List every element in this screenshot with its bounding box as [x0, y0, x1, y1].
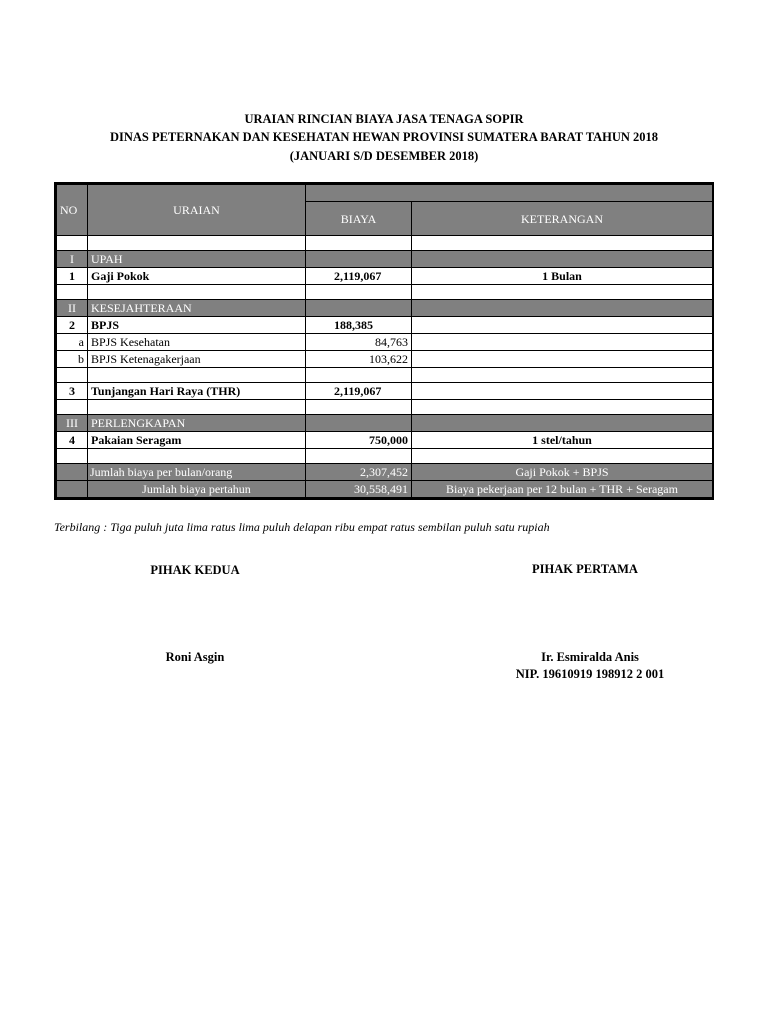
header-blank — [306, 185, 713, 202]
second-party-label: PIHAK KEDUA — [150, 563, 240, 577]
table-row: 3 Tunjangan Hari Raya (THR) 2,119,067 — [57, 383, 713, 400]
document-subtitle: DINAS PETERNAKAN DAN KESEHATAN HEWAN PROVINSI SUMATERA BARAT TAHUN 2018 — [109, 130, 659, 144]
spacer-row — [57, 236, 713, 251]
table-row: 1 Gaji Pokok 2,119,067 1 Bulan — [57, 268, 713, 285]
total-row-monthly: Jumlah biaya per bulan/orang 2,307,452 Gaji Pokok + BPJS — [57, 464, 713, 481]
amount-in-words: Terbilang : Tiga puluh juta lima ratus lima puluh delapan ribu empat ratus sembilan puluh satu rupiah — [54, 520, 550, 534]
table-row: b BPJS Ketenagakerjaan 103,622 — [57, 351, 713, 368]
header-no: NO — [57, 185, 88, 236]
spacer-row — [57, 285, 713, 300]
spacer-row — [57, 368, 713, 383]
first-party-label: PIHAK PERTAMA — [532, 562, 638, 576]
table-row: 2 BPJS 188,385 — [57, 317, 713, 334]
section-kesejahteraan: II KESEJAHTERAAN — [57, 300, 713, 317]
section-perlengkapan: III PERLENGKAPAN — [57, 415, 713, 432]
cost-table — [54, 182, 714, 500]
spacer-row — [57, 400, 713, 415]
header-keterangan: KETERANGAN — [412, 202, 713, 236]
first-party-nip: NIP. 19610919 198912 2 001 — [515, 667, 665, 681]
total-row-yearly: Jumlah biaya pertahun 30,558,491 Biaya pekerjaan per 12 bulan + THR + Seragam — [57, 481, 713, 498]
second-party-name: Roni Asgin — [165, 650, 225, 664]
header-uraian: URAIAN — [88, 185, 306, 236]
header-biaya: BIAYA — [306, 202, 412, 236]
document-period: (JANUARI S/D DESEMBER 2018) — [289, 149, 479, 163]
table-row: 4 Pakaian Seragam 750,000 1 stel/tahun — [57, 432, 713, 449]
document-title: URAIAN RINCIAN BIAYA JASA TENAGA SOPIR — [244, 112, 524, 126]
spacer-row — [57, 449, 713, 464]
table-row: a BPJS Kesehatan 84,763 — [57, 334, 713, 351]
first-party-name: Ir. Esmiralda Anis — [541, 650, 639, 664]
section-upah: I UPAH — [57, 251, 713, 268]
